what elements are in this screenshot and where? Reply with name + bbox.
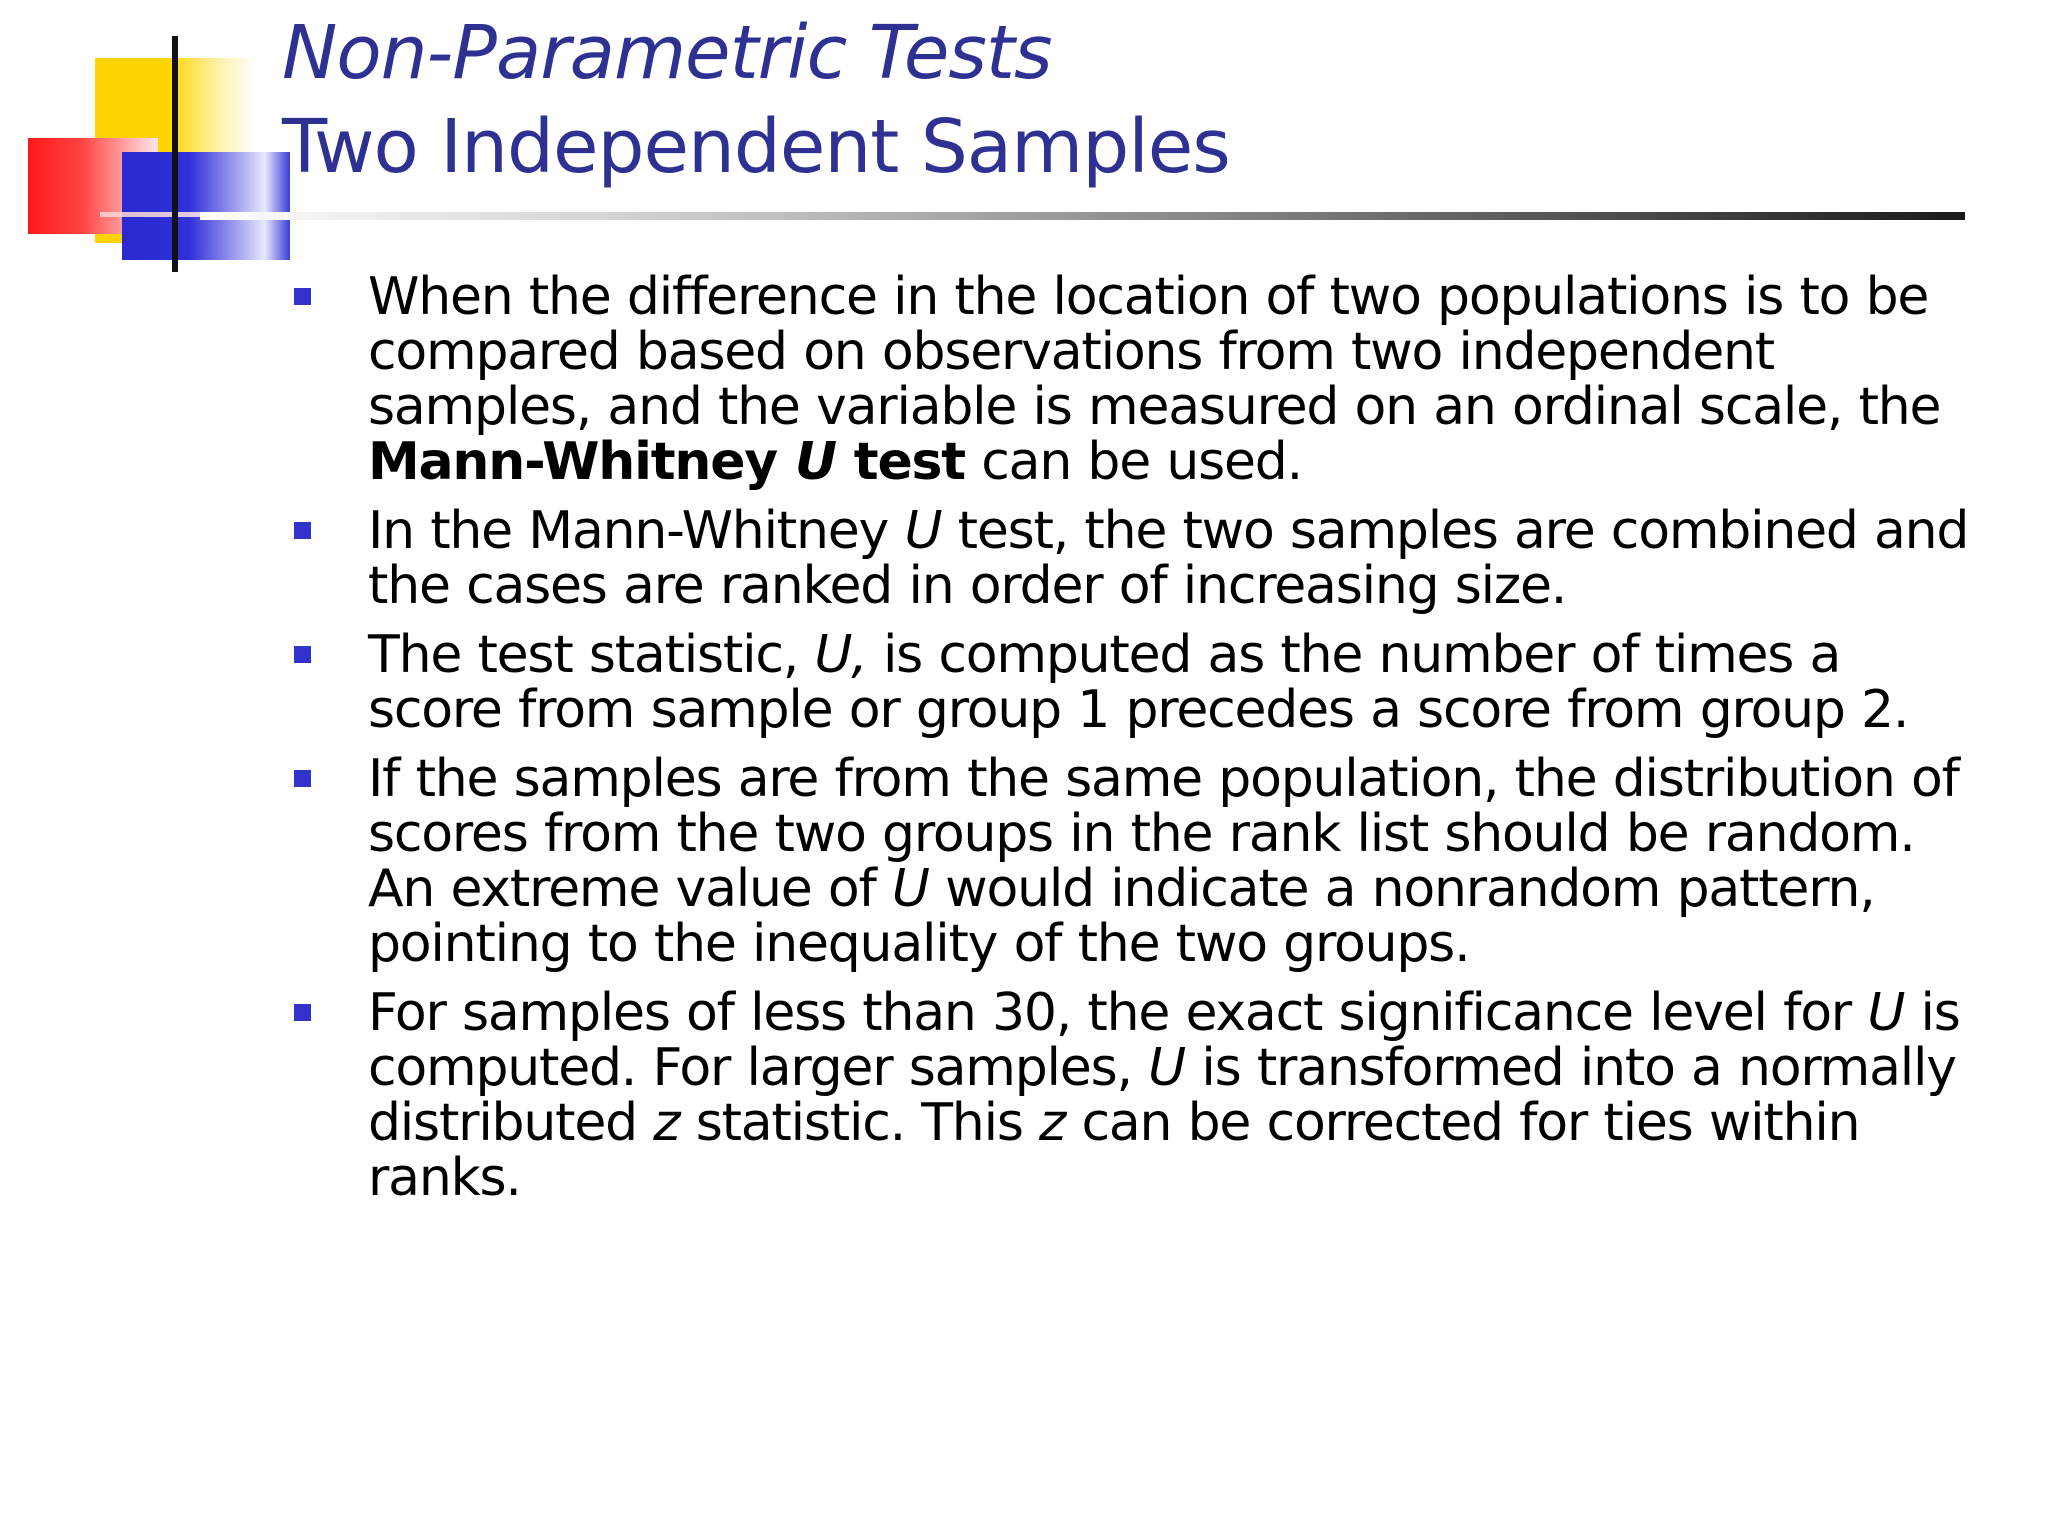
text-run: z [653, 1093, 680, 1153]
text-run: When the difference in the location of two populations is to be [368, 267, 1929, 327]
bullet-text-line [368, 322, 2026, 382]
text-run: can be corrected for ties within [1065, 1093, 1860, 1153]
text-run: is computed as the number of times a [866, 625, 1841, 685]
text-run: samples, and the variable is measured on an ordinal scale, the [368, 377, 1941, 437]
bullet-square-icon [294, 646, 311, 663]
bullet-square-icon [294, 288, 311, 305]
decorative-vertical-line [172, 36, 178, 272]
text-run: score from sample or group 1 precedes a score from group 2. [368, 680, 1909, 740]
bullet-text-line [368, 625, 2026, 685]
text-run: pointing to the inequality of the two groups. [368, 914, 1470, 974]
text-run: can be used. [964, 432, 1302, 492]
bullet-text-line [368, 749, 2026, 809]
bullet-text-line [368, 267, 2026, 327]
bullet-text-line [368, 1148, 2026, 1208]
text-run: In the Mann-Whitney [368, 501, 905, 561]
text-run: is transformed into a normally [1185, 1038, 1956, 1098]
text-run: U, [814, 625, 867, 685]
bullet-text-line [368, 432, 2026, 492]
bullet-text-line [368, 556, 2026, 616]
text-run: distributed [368, 1093, 654, 1153]
bullet-item [286, 625, 2026, 740]
bullet-text-line [368, 804, 2026, 864]
text-run: z [1039, 1093, 1066, 1153]
bullet-text-line [368, 680, 2026, 740]
text-run: U [1867, 983, 1905, 1043]
text-run: test [835, 432, 965, 492]
text-run: is [1904, 983, 1960, 1043]
bullet-text-line [368, 983, 2026, 1043]
text-run: U [1148, 1038, 1186, 1098]
text-run: ranks. [368, 1148, 521, 1208]
text-run: If the samples are from the same population, the distribution of [368, 749, 1959, 809]
bullet-square-icon [294, 522, 311, 539]
slide-subtitle: Two Independent Samples [282, 104, 1230, 190]
text-run: Mann-Whitney [368, 432, 795, 492]
text-run: U [794, 432, 836, 492]
text-run: compared based on observations from two independent [368, 322, 1774, 382]
bullet-square-icon [294, 1004, 311, 1021]
slide-title: Non-Parametric Tests [282, 10, 1052, 96]
bullet-list [286, 267, 2026, 1220]
text-run: The test statistic, [368, 625, 815, 685]
bullet-text-line [368, 914, 2026, 974]
bullet-item [286, 501, 2026, 616]
bullet-text-line [368, 501, 2026, 561]
text-run: statistic. This [679, 1093, 1040, 1153]
text-run: computed. For larger samples, [368, 1038, 1149, 1098]
bullet-text-line [368, 859, 2026, 919]
bullet-item [286, 267, 2026, 492]
text-run: scores from the two groups in the rank list should be random. [368, 804, 1915, 864]
bullet-item [286, 749, 2026, 974]
text-run: U [891, 859, 929, 919]
bullet-text-line [368, 1093, 2026, 1153]
text-run: For samples of less than 30, the exact significance level for [368, 983, 1868, 1043]
title-divider [200, 212, 1965, 220]
bullet-text-line [368, 1038, 2026, 1098]
text-run: the cases are ranked in order of increasing size. [368, 556, 1567, 616]
bullet-text-line [368, 377, 2026, 437]
bullet-square-icon [294, 770, 311, 787]
bullet-item [286, 983, 2026, 1208]
decorative-blue-square [122, 152, 290, 260]
text-run: An extreme value of [368, 859, 892, 919]
text-run: U [904, 501, 942, 561]
text-run: would indicate a nonrandom pattern, [928, 859, 1875, 919]
text-run: test, the two samples are combined and [941, 501, 1969, 561]
